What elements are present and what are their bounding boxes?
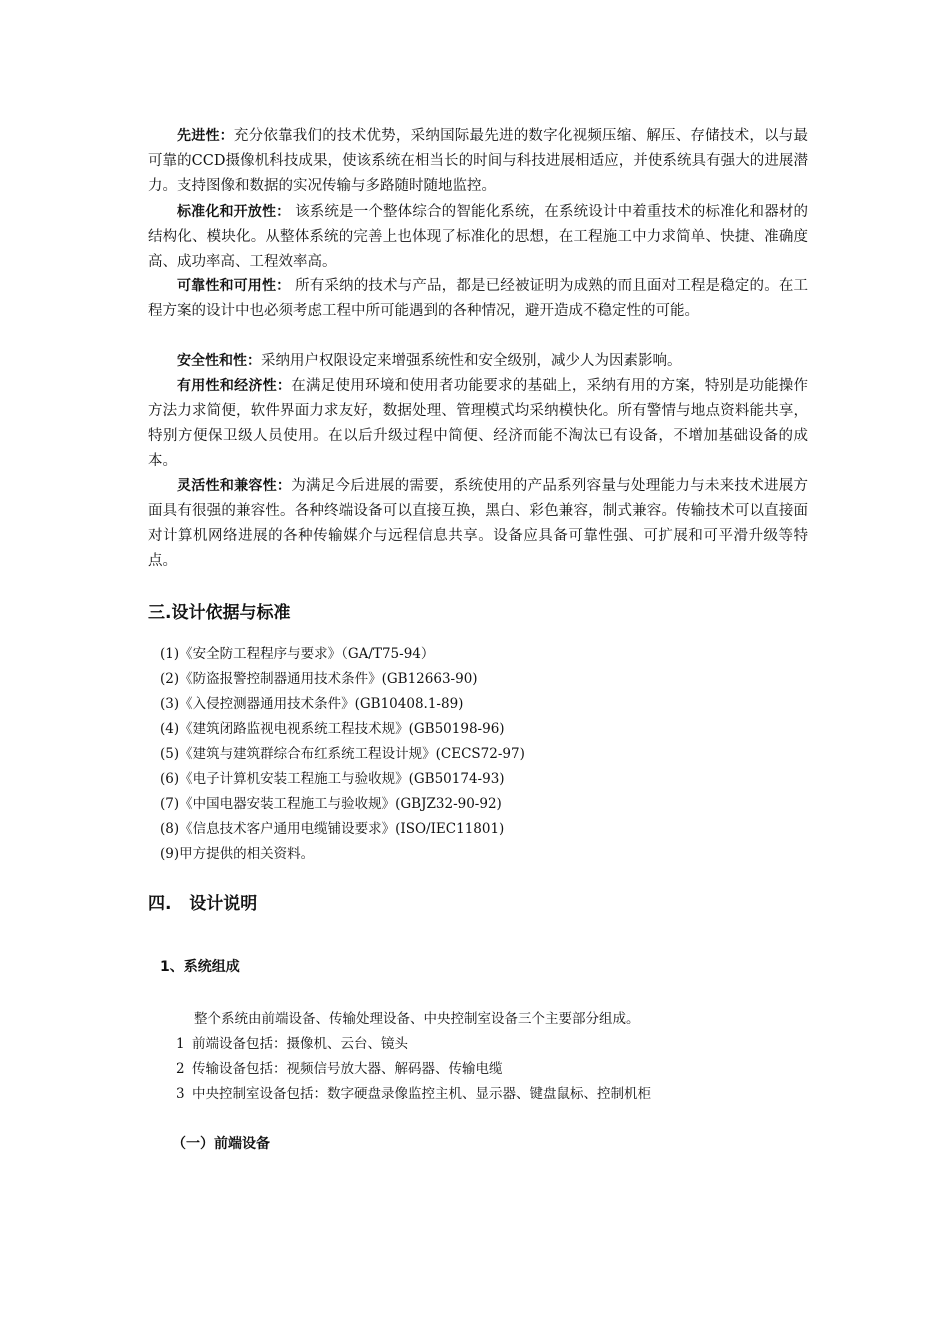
item-number: 3 — [176, 1086, 185, 1102]
principle-standardization — [148, 200, 808, 275]
item-text: 中央控制室设备包括：数字硬盘录像监控主机、显示器、键盘鼠标、控制机柜 — [192, 1086, 651, 1102]
list-item: (4)《建筑闭路监视电视系统工程技术规》(GB50198-96) — [160, 721, 505, 737]
principle-reliability — [148, 274, 808, 324]
principle-label: 有用性和经济性： — [177, 378, 292, 394]
principle-advanced — [148, 124, 808, 199]
section3-heading: 三.设计依据与标准 — [148, 603, 291, 623]
principle-text: 为满足今后进展的需要，系统使用的产品系列容量与处理能力与未来技术进展方面具有很强的兼容性。各种终端设备可以直接互换，黑白、彩色兼容，制式兼容。传输技术可以直接面对计算机网络进展的各种传输媒介与远程信息共享。设备应具备可靠性强、可扩展和可平滑升级等特点。 — [148, 478, 809, 569]
list-item: (6)《电子计算机安装工程施工与验收规》(GB50174-93) — [160, 771, 505, 787]
composition-list — [176, 1007, 651, 1107]
item-number: 1 — [176, 1036, 185, 1052]
principle-text: 充分依靠我们的技术优势，采纳国际最先进的数字化视频压缩、解压、存储技术，以与最可靠的CCD摄像机科技成果，使该系统在相当长的时间与科技进展相适应，并使系统具有强大的进展潜力。支持图像和数据的实况传输与多路随时随地监控。 — [148, 128, 808, 194]
list-item: (9)甲方提供的相关资料。 — [160, 846, 315, 862]
list-item: (1)《安全防工程程序与要求》（GA/T75-94） — [160, 646, 435, 662]
principle-label: 安全性和性： — [177, 353, 261, 369]
principle-text: 在满足使用环境和使用者功能要求的基础上，采纳有用的方案，特别是功能操作方法力求简便，软件界面力求友好，数据处理、管理模式均采纳模快化。所有警情与地点资料能共享，特别方便保卫级人员使用。在以后升级过程中简便、经济而能不淘汰已有设备，不增加基础设备的成本。 — [148, 378, 809, 469]
principle-usability — [148, 374, 808, 474]
principle-security — [148, 349, 808, 374]
list-item: (8)《信息技术客户通用电缆铺设要求》(ISO/IEC11801) — [160, 821, 505, 837]
principle-text: 该系统是一个整体综合的智能化系统，在系统设计中着重技术的标准化和器材的结构化、模块化。从整体系统的完善上也体现了标准化的思想，在工程施工中力求简单、快捷、准确度高、成功率高、工程效率高。 — [148, 204, 809, 270]
list-item: (7)《中国电器安装工程施工与验收规》(GBJZ32-90-92) — [160, 796, 502, 812]
principle-label: 灵活性和兼容性： — [177, 478, 292, 494]
principle-label: 可靠性和可用性： — [177, 278, 291, 294]
item-text: 前端设备包括：摄像机、云台、镜头 — [192, 1036, 408, 1052]
principle-label: 先进性： — [177, 128, 234, 144]
subsection-front-end: （一）前端设备 — [172, 1136, 270, 1152]
list-item — [176, 1032, 651, 1057]
standards-list — [160, 642, 525, 867]
list-item: (3)《入侵控测器通用技术条件》(GB10408.1-89) — [160, 696, 464, 712]
subsection-system-composition: 1、系统组成 — [160, 959, 240, 975]
principle-text: 采纳用户权限设定来增强系统性和安全级别，减少人为因素影响。 — [261, 353, 682, 369]
principle-text: 所有采纳的技术与产品，都是已经被证明为成熟的而且面对工程是稳定的。在工程方案的设计中也必须考虑工程中所可能遇到的各种情况，避开造成不稳定性的可能。 — [148, 278, 809, 319]
list-item — [176, 1082, 651, 1107]
list-item: (5)《建筑与建筑群综合布红系统工程设计规》(CECS72-97) — [160, 746, 525, 762]
list-item: (2)《防盗报警控制器通用技术条件》(GB12663-90) — [160, 671, 478, 687]
section4-heading: 四. 设计说明 — [148, 894, 258, 914]
item-text: 传输设备包括：视频信号放大器、解码器、传输电缆 — [192, 1061, 503, 1077]
principle-label: 标准化和开放性： — [177, 204, 291, 220]
list-item — [176, 1057, 651, 1082]
principle-flexibility — [148, 474, 808, 574]
composition-intro: 整个系统由前端设备、传输处理设备、中央控制室设备三个主要部分组成。 — [194, 1011, 640, 1027]
item-number: 2 — [176, 1061, 185, 1077]
